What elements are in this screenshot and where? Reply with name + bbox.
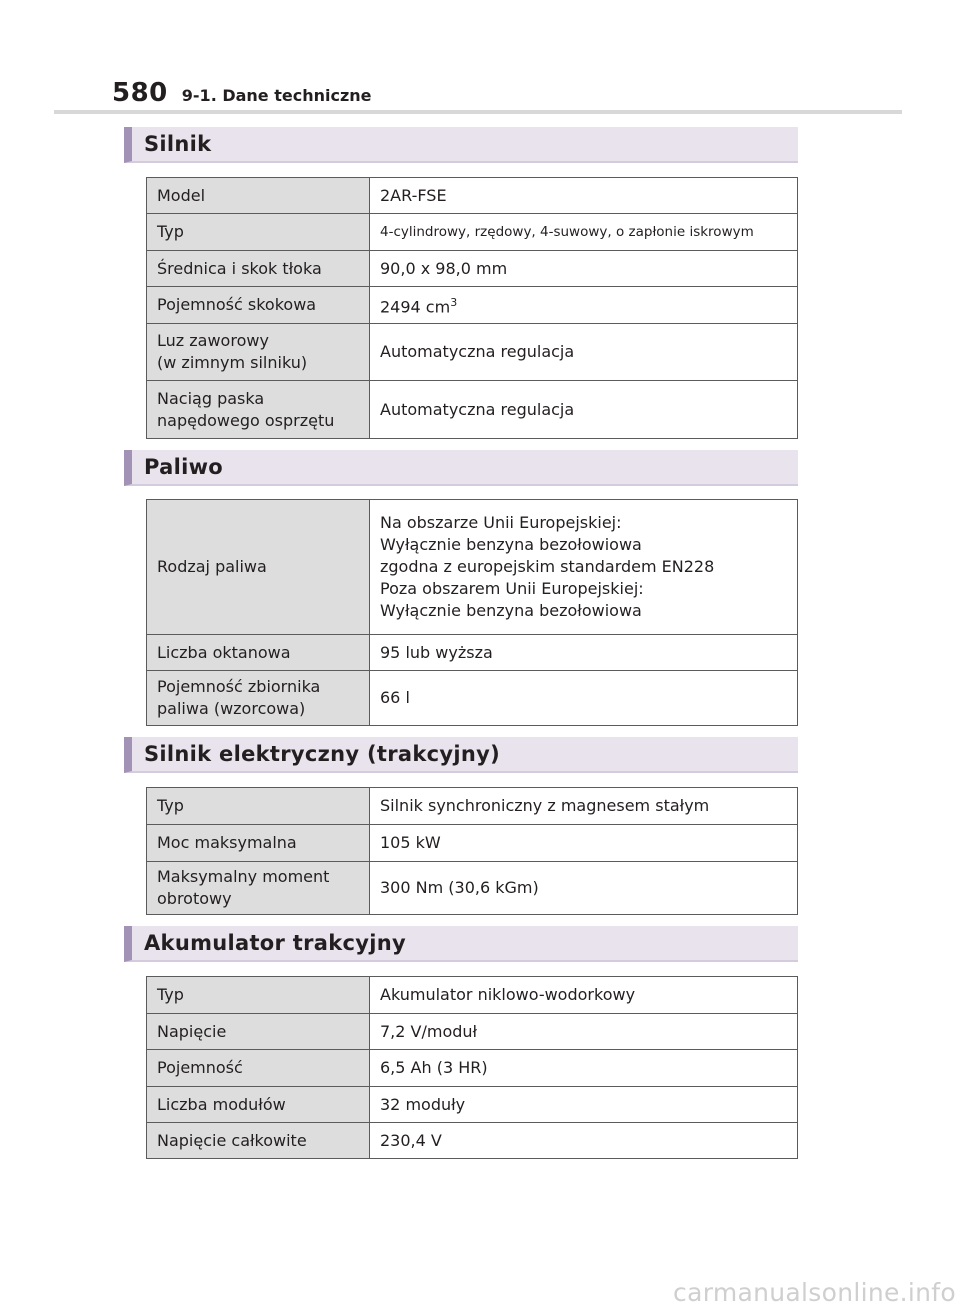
table-row	[147, 214, 798, 251]
table-row	[147, 1050, 798, 1087]
spec-value: 32 moduły	[370, 1087, 798, 1123]
page-header	[112, 78, 372, 110]
spec-key: Pojemność	[147, 1050, 370, 1087]
table-row	[147, 635, 798, 671]
spec-value: Akumulator niklowo-wodorkowy	[370, 977, 798, 1014]
section-title: Paliwo	[144, 455, 224, 479]
table-row	[147, 862, 798, 915]
spec-value: 90,0 x 98,0 mm	[370, 251, 798, 287]
spec-key: Maksymalny moment obrotowy	[147, 862, 370, 915]
chapter-title: 9-1. Dane techniczne	[181, 86, 372, 105]
table-row	[147, 287, 798, 324]
spec-value	[370, 287, 798, 324]
table-row	[147, 1123, 798, 1159]
spec-table-akumulator	[146, 976, 798, 1159]
spec-key: Pojemność skokowa	[147, 287, 370, 324]
spec-key: Napięcie całkowite	[147, 1123, 370, 1159]
spec-key: Liczba oktanowa	[147, 635, 370, 671]
spec-key: Luz zaworowy (w zimnym silniku)	[147, 324, 370, 381]
table-row	[147, 977, 798, 1014]
spec-value: 300 Nm (30,6 kGm)	[370, 862, 798, 915]
spec-table-silnik-elektryczny	[146, 787, 798, 915]
table-row	[147, 251, 798, 287]
spec-value: 230,4 V	[370, 1123, 798, 1159]
spec-key: Rodzaj paliwa	[147, 500, 370, 635]
spec-value: 6,5 Ah (3 HR)	[370, 1050, 798, 1087]
table-row	[147, 671, 798, 726]
spec-key: Typ	[147, 977, 370, 1014]
table-row	[147, 1087, 798, 1123]
spec-key: Model	[147, 178, 370, 214]
spec-value: 4-cylindrowy, rzędowy, 4-suwowy, o zapłonie iskrowym	[370, 214, 798, 251]
displacement-value: 2494 cm	[380, 297, 451, 317]
spec-value: 2AR-FSE	[370, 178, 798, 214]
watermark: carmanualsonline.info	[673, 1278, 956, 1307]
table-row	[147, 500, 798, 635]
table-row	[147, 324, 798, 381]
table-row	[147, 825, 798, 862]
section-heading-silnik	[124, 127, 798, 163]
spec-key: Średnica i skok tłoka	[147, 251, 370, 287]
page-number: 580	[112, 78, 168, 108]
spec-key: Naciąg paska napędowego osprzętu	[147, 381, 370, 439]
spec-value: 7,2 V/moduł	[370, 1014, 798, 1050]
spec-value: Na obszarze Unii Europejskiej: Wyłącznie benzyna bezołowiowa zgodna z europejskim standardem EN228 Poza obszarem Unii Europejskiej: Wyłącznie benzyna bezołowiowa	[370, 500, 798, 635]
section-title: Silnik elektryczny (trakcyjny)	[144, 742, 501, 766]
spec-value: 105 kW	[370, 825, 798, 862]
spec-key: Pojemność zbiornika paliwa (wzorcowa)	[147, 671, 370, 726]
spec-value: 95 lub wyższa	[370, 635, 798, 671]
header-divider	[54, 110, 902, 114]
spec-value: Automatyczna regulacja	[370, 324, 798, 381]
section-title: Akumulator trakcyjny	[144, 931, 407, 955]
displacement-unit-superscript: 3	[450, 295, 458, 309]
spec-value: Automatyczna regulacja	[370, 381, 798, 439]
spec-value: Silnik synchroniczny z magnesem stałym	[370, 788, 798, 825]
section-heading-paliwo	[124, 450, 798, 486]
spec-key: Liczba modułów	[147, 1087, 370, 1123]
spec-value: 66 l	[370, 671, 798, 726]
spec-key: Typ	[147, 214, 370, 251]
table-row	[147, 788, 798, 825]
section-heading-akumulator	[124, 926, 798, 962]
table-row	[147, 178, 798, 214]
section-title: Silnik	[144, 132, 212, 156]
spec-key: Moc maksymalna	[147, 825, 370, 862]
table-row	[147, 381, 798, 439]
spec-key: Typ	[147, 788, 370, 825]
spec-table-silnik	[146, 177, 798, 439]
table-row	[147, 1014, 798, 1050]
section-heading-silnik-elektryczny	[124, 737, 798, 773]
spec-key: Napięcie	[147, 1014, 370, 1050]
spec-table-paliwo	[146, 499, 798, 726]
